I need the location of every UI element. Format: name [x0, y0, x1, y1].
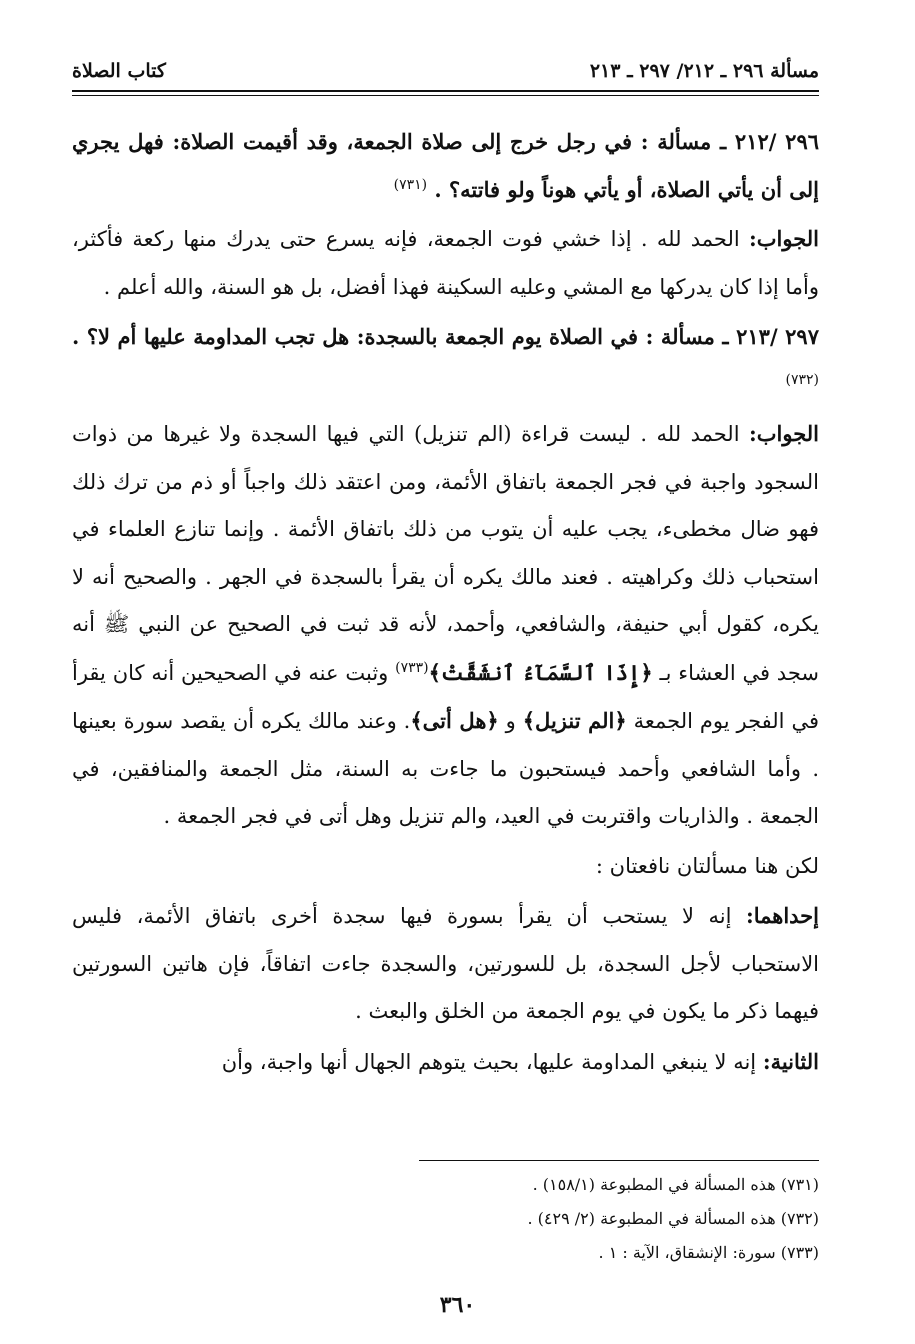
quran-verse: ﴿إِذَا ٱلسَّمَآءُ ٱنشَقَّتْ﴾	[428, 659, 653, 685]
intro-line	[72, 843, 819, 891]
footnote-733: (٧٣٣) سورة: الإنشقاق، الآية : ١ .	[598, 1243, 819, 1262]
first-point	[72, 892, 819, 1036]
answer-text: الحمد لله . إذا خشي فوت الجمعة، فإنه يسرع حتى يدرك منها ركعة فأكثر، وأما إذا كان يدركها مع المشي وعليه السكينة فهذا أفضل، بل هو السنة، والله أعلم .	[72, 227, 819, 299]
running-header	[72, 56, 819, 86]
surah-name: ﴿هل أتى﴾	[410, 708, 499, 733]
header-section-range: مسألة ٢٩٦ ـ ٢١٢/ ٢٩٧ ـ ٢١٣	[589, 60, 819, 82]
answer-296	[72, 215, 819, 311]
footnote-731: (٧٣١) هذه المسألة في المطبوعة (١٥٨/١) .	[532, 1175, 819, 1194]
point-label: الثانية:	[762, 1048, 819, 1074]
surah-name: ﴿الم تنزيل﴾	[522, 708, 627, 733]
question-297	[72, 313, 819, 408]
question-text: في الصلاة يوم الجمعة بالسجدة: هل تجب المداومة عليها أم لا؟ .	[72, 324, 646, 349]
page-body	[72, 118, 819, 1088]
point-label: إحداهما:	[745, 903, 819, 928]
header-rule-thin	[72, 95, 819, 96]
answer-label: الجواب:	[749, 421, 819, 446]
conjunction: و	[498, 709, 523, 733]
point-text: إنه لا ينبغي المداومة عليها، بحيث يتوهم الجهال أنها واجبة، وأن	[221, 1049, 763, 1074]
intro-text: لكن هنا مسألتان نافعتان :	[595, 853, 819, 878]
footnote-ref: (٧٣١)	[393, 176, 428, 193]
question-number: ٢٩٦ /٢١٢ ـ مسألة :	[640, 129, 820, 154]
question-text: في رجل خرج إلى صلاة الجمعة، وقد أقيمت الصلاة: فهل يجري إلى أن يأتي الصلاة، أو يأتي هوناً ولو فاتته؟ .	[72, 129, 819, 202]
answer-297	[72, 410, 819, 841]
second-point	[72, 1038, 819, 1087]
footnotes	[72, 1168, 819, 1270]
answer-label: الجواب:	[749, 226, 819, 251]
answer-text-part-1: الحمد لله . ليست قراءة (الم تنزيل) التي فيها السجدة ولا غيرها من ذوات السجود واجبة في فجر الجمعة باتفاق الأئمة، ومن اعتقد ذلك واجباً أو ذم من ترك ذلك فهو ضال مخطىء، يجب عليه أن يتوب من ذلك باتفاق الأئمة . وإنما تنازع العلماء في استحباب ذلك وكراهيته . فعند مالك يكره أن يقرأ بالسجدة في الجهر . والصحيح أنه لا يكره، كقول أبي حنيفة، والشافعي، وأحمد، لأنه قد ثبت في الصحيح عن النبي ﷺ أنه سجد في العشاء بـ	[72, 422, 819, 685]
question-number: ٢٩٧ /٢١٣ ـ مسألة :	[645, 324, 819, 349]
answer-text-part-3: . وعند مالك يكره أن يقصد سورة بعينها . وأما الشافعي وأحمد فيستحبون ما جاءت به السنة، مثل الجمعة والمنافقين، في الجمعة . والذاريات واقتربت في العيد، والم تنزيل وهل أتى في فجر الجمعة .	[72, 709, 819, 828]
footnote-ref: (٧٣٢)	[785, 371, 819, 388]
header-book-title: كتاب الصلاة	[72, 60, 166, 82]
question-296	[72, 118, 819, 213]
point-text: إنه لا يستحب أن يقرأ بسورة فيها سجدة أخرى باتفاق الأئمة، فليس الاستحباب لأجل السجدة، بل للسورتين، والسجدة جاءت اتفاقاً، فإن هاتين السورتين فيهما ذكر ما يكون في يوم الجمعة من الخلق والبعث .	[72, 904, 819, 1023]
header-rule	[72, 90, 819, 92]
page-number: ٣٦٠	[439, 1292, 476, 1318]
answer-text-part-2: وثبت عنه في الصحيحين أنه كان يقرأ في الفجر يوم الجمعة	[72, 660, 819, 733]
footnote-732: (٧٣٢) هذه المسألة في المطبوعة (٢/ ٤٢٩) .	[527, 1209, 819, 1228]
footnote-rule	[419, 1160, 819, 1161]
footnote-ref: (٧٣٣)	[395, 659, 429, 676]
